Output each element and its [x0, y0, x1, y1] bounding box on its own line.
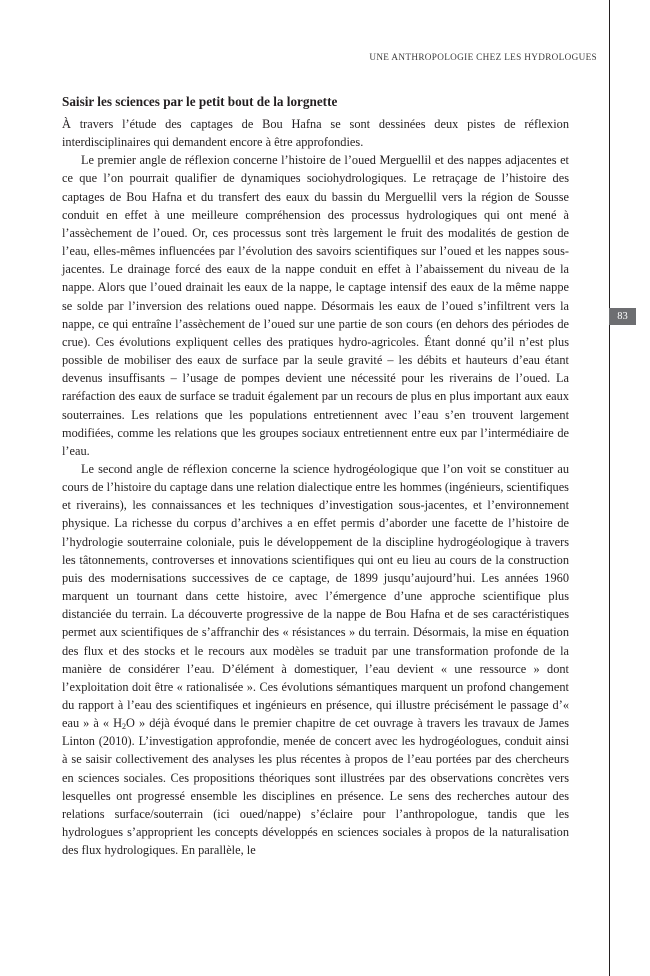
h2o-subscript: 2	[122, 722, 127, 732]
page-edge-rule	[609, 0, 610, 976]
paragraph-second-angle	[62, 460, 569, 859]
section-heading: Saisir les sciences par le petit bout de la lorgnette	[62, 94, 338, 109]
paragraph-second-angle-part1: Le second angle de réflexion concerne la science hydrogéologique que l’on voit se constituer au cours de l’histoire du captage dans une relation dialectique entre les hommes (ingénieurs, scientifiques et riverains), les connaissances et les techniques d’investigation sous-jacentes, et l’environnement physique. La richesse du corpus d’archives a en effet permis d’aborder une facette de l’histoire de l’hydrologie souterraine coloniale, puis le développement de la discipline hydrogéologique à travers les tâtonnements, controverses et innovations scientifiques qui ont eu lieu au cours de la construction puis des modernisations successives de ce captage, de 1899 jusqu’aujourd’hui. Les années 1960 marquent un tournant dans cette histoire, avec l’émergence d’une approche scientifique plus distanciée du terrain. La découverte progressive de la nappe de Bou Hafna et de ses caractéristiques permet aux scientifiques de s’affranchir des « résistances » du terrain. Désormais, la mise en équation des flux et des stocks et le recours aux modèles se traduit par une transformation profonde de la manière de considérer l’eau. D’élément à domestiquer, l’eau devient « une ressource » dont l’exploitation doit être « rationalisée ». Ces évolutions sémantiques marquent un profond changement du rapport à l’eau des scientifiques et ingénieurs en présence, qui illustre précisément le passage d’« eau » à « H	[62, 461, 569, 731]
body-text	[62, 92, 569, 859]
page-number-tab: 83	[609, 308, 636, 325]
paragraph-intro: À travers l’étude des captages de Bou Hafna se sont dessinées deux pistes de réflexion interdisciplinaires qui demandent encore à être approfondies.	[62, 117, 569, 150]
paragraph-second-angle-part2: O » déjà évoqué dans le premier chapitre de cet ouvrage à travers les travaux de James Linton (2010). L’investigation approfondie, menée de concert avec les hydrogéologues, conduit ainsi à se saisir collectivement des analyses les plus récentes à propos de l’eau portées par des chercheurs en sciences sociales. Ces propositions théoriques sont illustrées par des observations concrètes vers lesquelles ont progressé ensemble les disciplines en présence. Le sens des recherches autour des relations surface/souterrain (ici oued/nappe) s’éclaire pour l’anthropologue, tandis que les hydrologues s’approprient les concepts développés en sciences sociales à propos de la naturalisation des flux hydrologiques. En parallèle, le	[62, 716, 569, 858]
running-header: UNE ANTHROPOLOGIE CHEZ LES HYDROLOGUES	[369, 52, 597, 62]
paragraph-first-angle: Le premier angle de réflexion concerne l’histoire de l’oued Merguellil et des nappes adjacentes et ce que l’on pourrait qualifier de dynamiques sociohydrologiques. Le retraçage de l’histoire des captages de Bou Hafna et du transfert des eaux du bassin du Merguellil vers la région de Sousse conduit en effet à une meilleure compréhension des processus hydrologiques qui ont mené à l’assèchement de l’oued. Or, ces processus sont très largement le fruit des modalités de gestion de l’eau, elles-mêmes influencées par l’évolution des savoirs scientifiques sur l’oued et les nappes sous-jacentes. Le drainage forcé des eaux de la nappe conduit en effet à l’abaissement du niveau de la nappe. Alors que l’oued drainait les eaux de la nappe, le captage intensif des eaux de la même nappe se solde par l’inversion des relations oued nappe. Désormais les eaux de l’oued s’infiltrent vers la nappe, ce qui entraîne l’assèchement de l’oued sur une partie de son cours (en dehors des périodes de crue). Ces évolutions expliquent celles des pratiques hydro-agricoles. Étant donné qu’il n’est plus possible de mobiliser des eaux de surface par la seule gravité – les débits et hauteurs d’eau étant devenus insuffisants – l’usage de pompes devient une nécessité pour les riverains de l’oued. La raréfaction des eaux de surface se traduit également par un recours de plus en plus important aux eaux souterraines. Les relations que les populations entretiennent avec l’eau s’en trouvent largement modifiées, comme les relations que les groupes sociaux entretiennent entre eux par l’intermédiaire de l’eau.	[62, 153, 569, 458]
